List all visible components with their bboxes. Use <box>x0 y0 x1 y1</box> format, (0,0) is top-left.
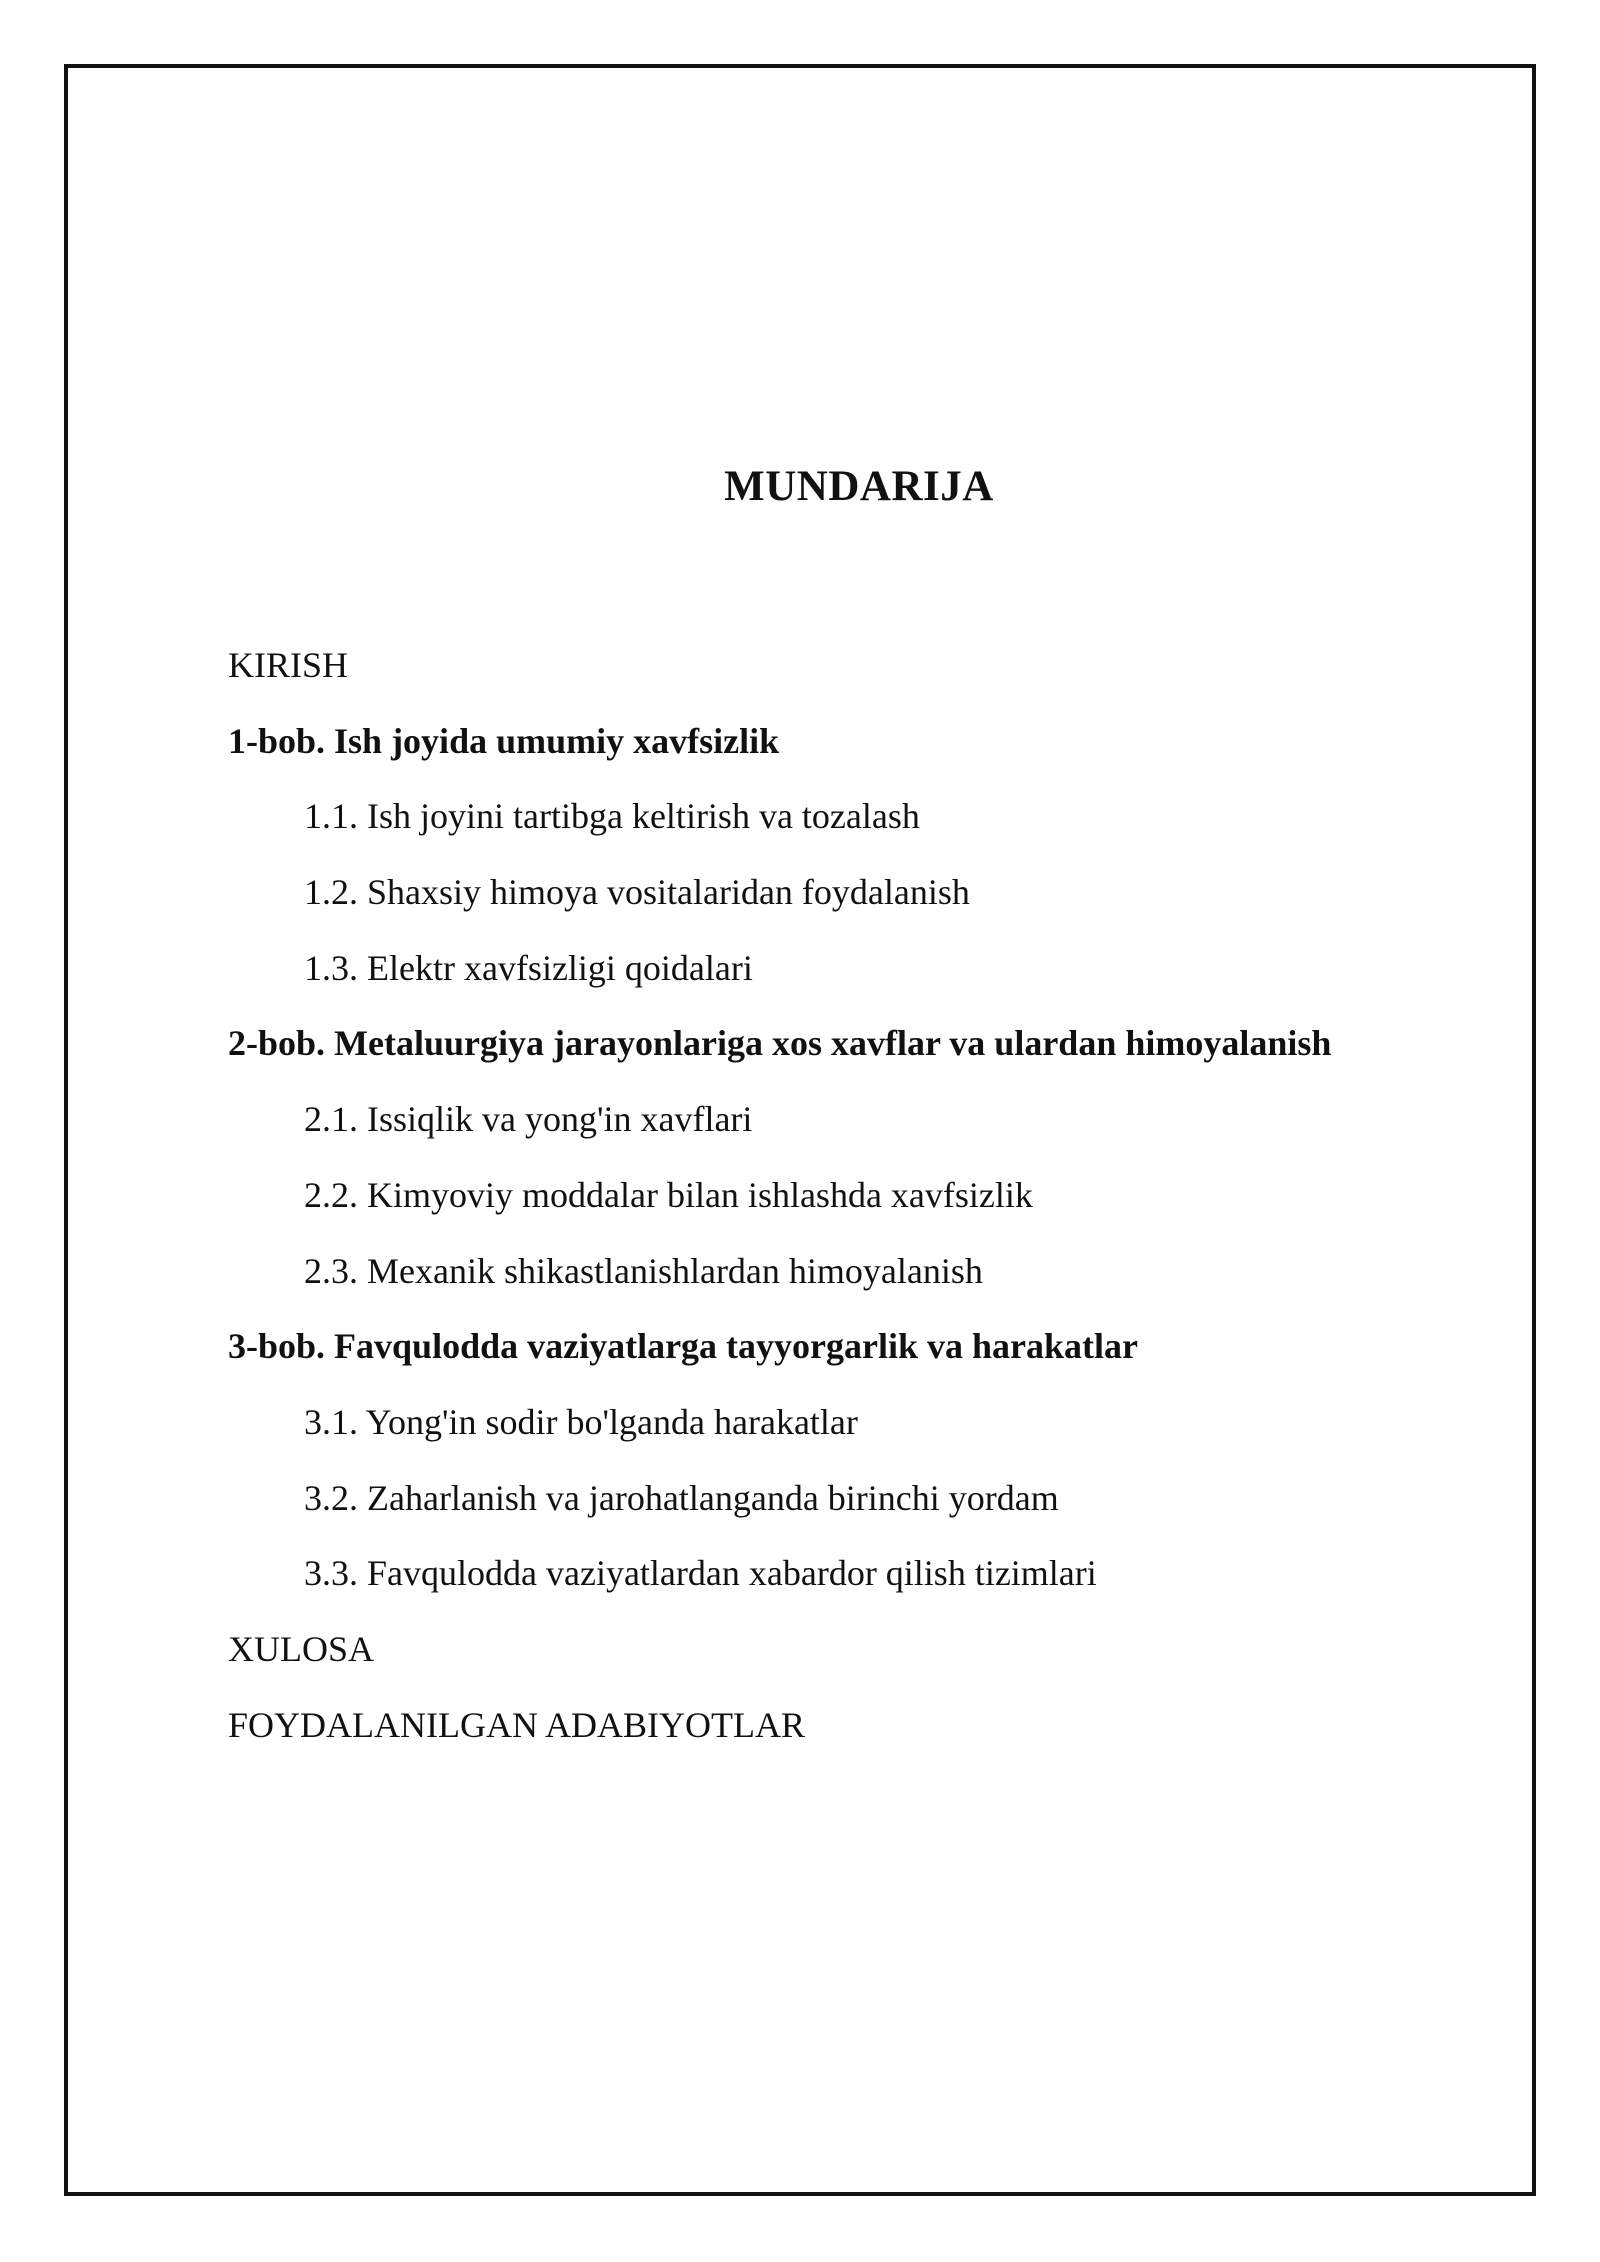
toc-section-2-1: 2.1. Issiqlik va yong'in xavflari <box>304 1099 753 1140</box>
toc-section-3-1: 3.1. Yong'in sodir bo'lganda harakatlar <box>304 1401 858 1442</box>
toc-section-1-2: 1.2. Shaxsiy himoya vositalaridan foydalanish <box>304 872 970 913</box>
toc-entry-introduction: KIRISH <box>228 645 349 685</box>
toc-entry-references: FOYDALANILGAN ADABIYOTLAR <box>228 1704 805 1745</box>
toc-section-2-3: 2.3. Mexanik shikastlanishlardan himoyalanish <box>304 1250 983 1291</box>
toc-chapter-3: 3-bob. Favqulodda vaziyatlarga tayyorgarlik va harakatlar <box>228 1326 1139 1367</box>
table-of-contents <box>228 640 1468 1775</box>
toc-entry-conclusion: XULOSA <box>228 1628 375 1669</box>
toc-section-2-2: 2.2. Kimyoviy moddalar bilan ishlashda xavfsizlik <box>304 1174 1033 1215</box>
toc-chapter-2: 2-bob. Metaluurgiya jarayonlariga xos xavflar va ulardan himoyalanish <box>228 1023 1332 1064</box>
toc-chapter-1: 1-bob. Ish joyida umumiy xavfsizlik <box>228 720 780 761</box>
toc-section-1-1: 1.1. Ish joyini tartibga keltirish va tozalash <box>304 796 920 837</box>
page-title: MUNDARIJA <box>724 463 994 510</box>
toc-section-3-2: 3.2. Zaharlanish va jarohatlanganda birinchi yordam <box>304 1477 1059 1518</box>
toc-section-3-3: 3.3. Favqulodda vaziyatlardan xabardor qilish tizimlari <box>304 1553 1097 1594</box>
toc-section-1-3: 1.3. Elektr xavfsizligi qoidalari <box>304 947 753 988</box>
